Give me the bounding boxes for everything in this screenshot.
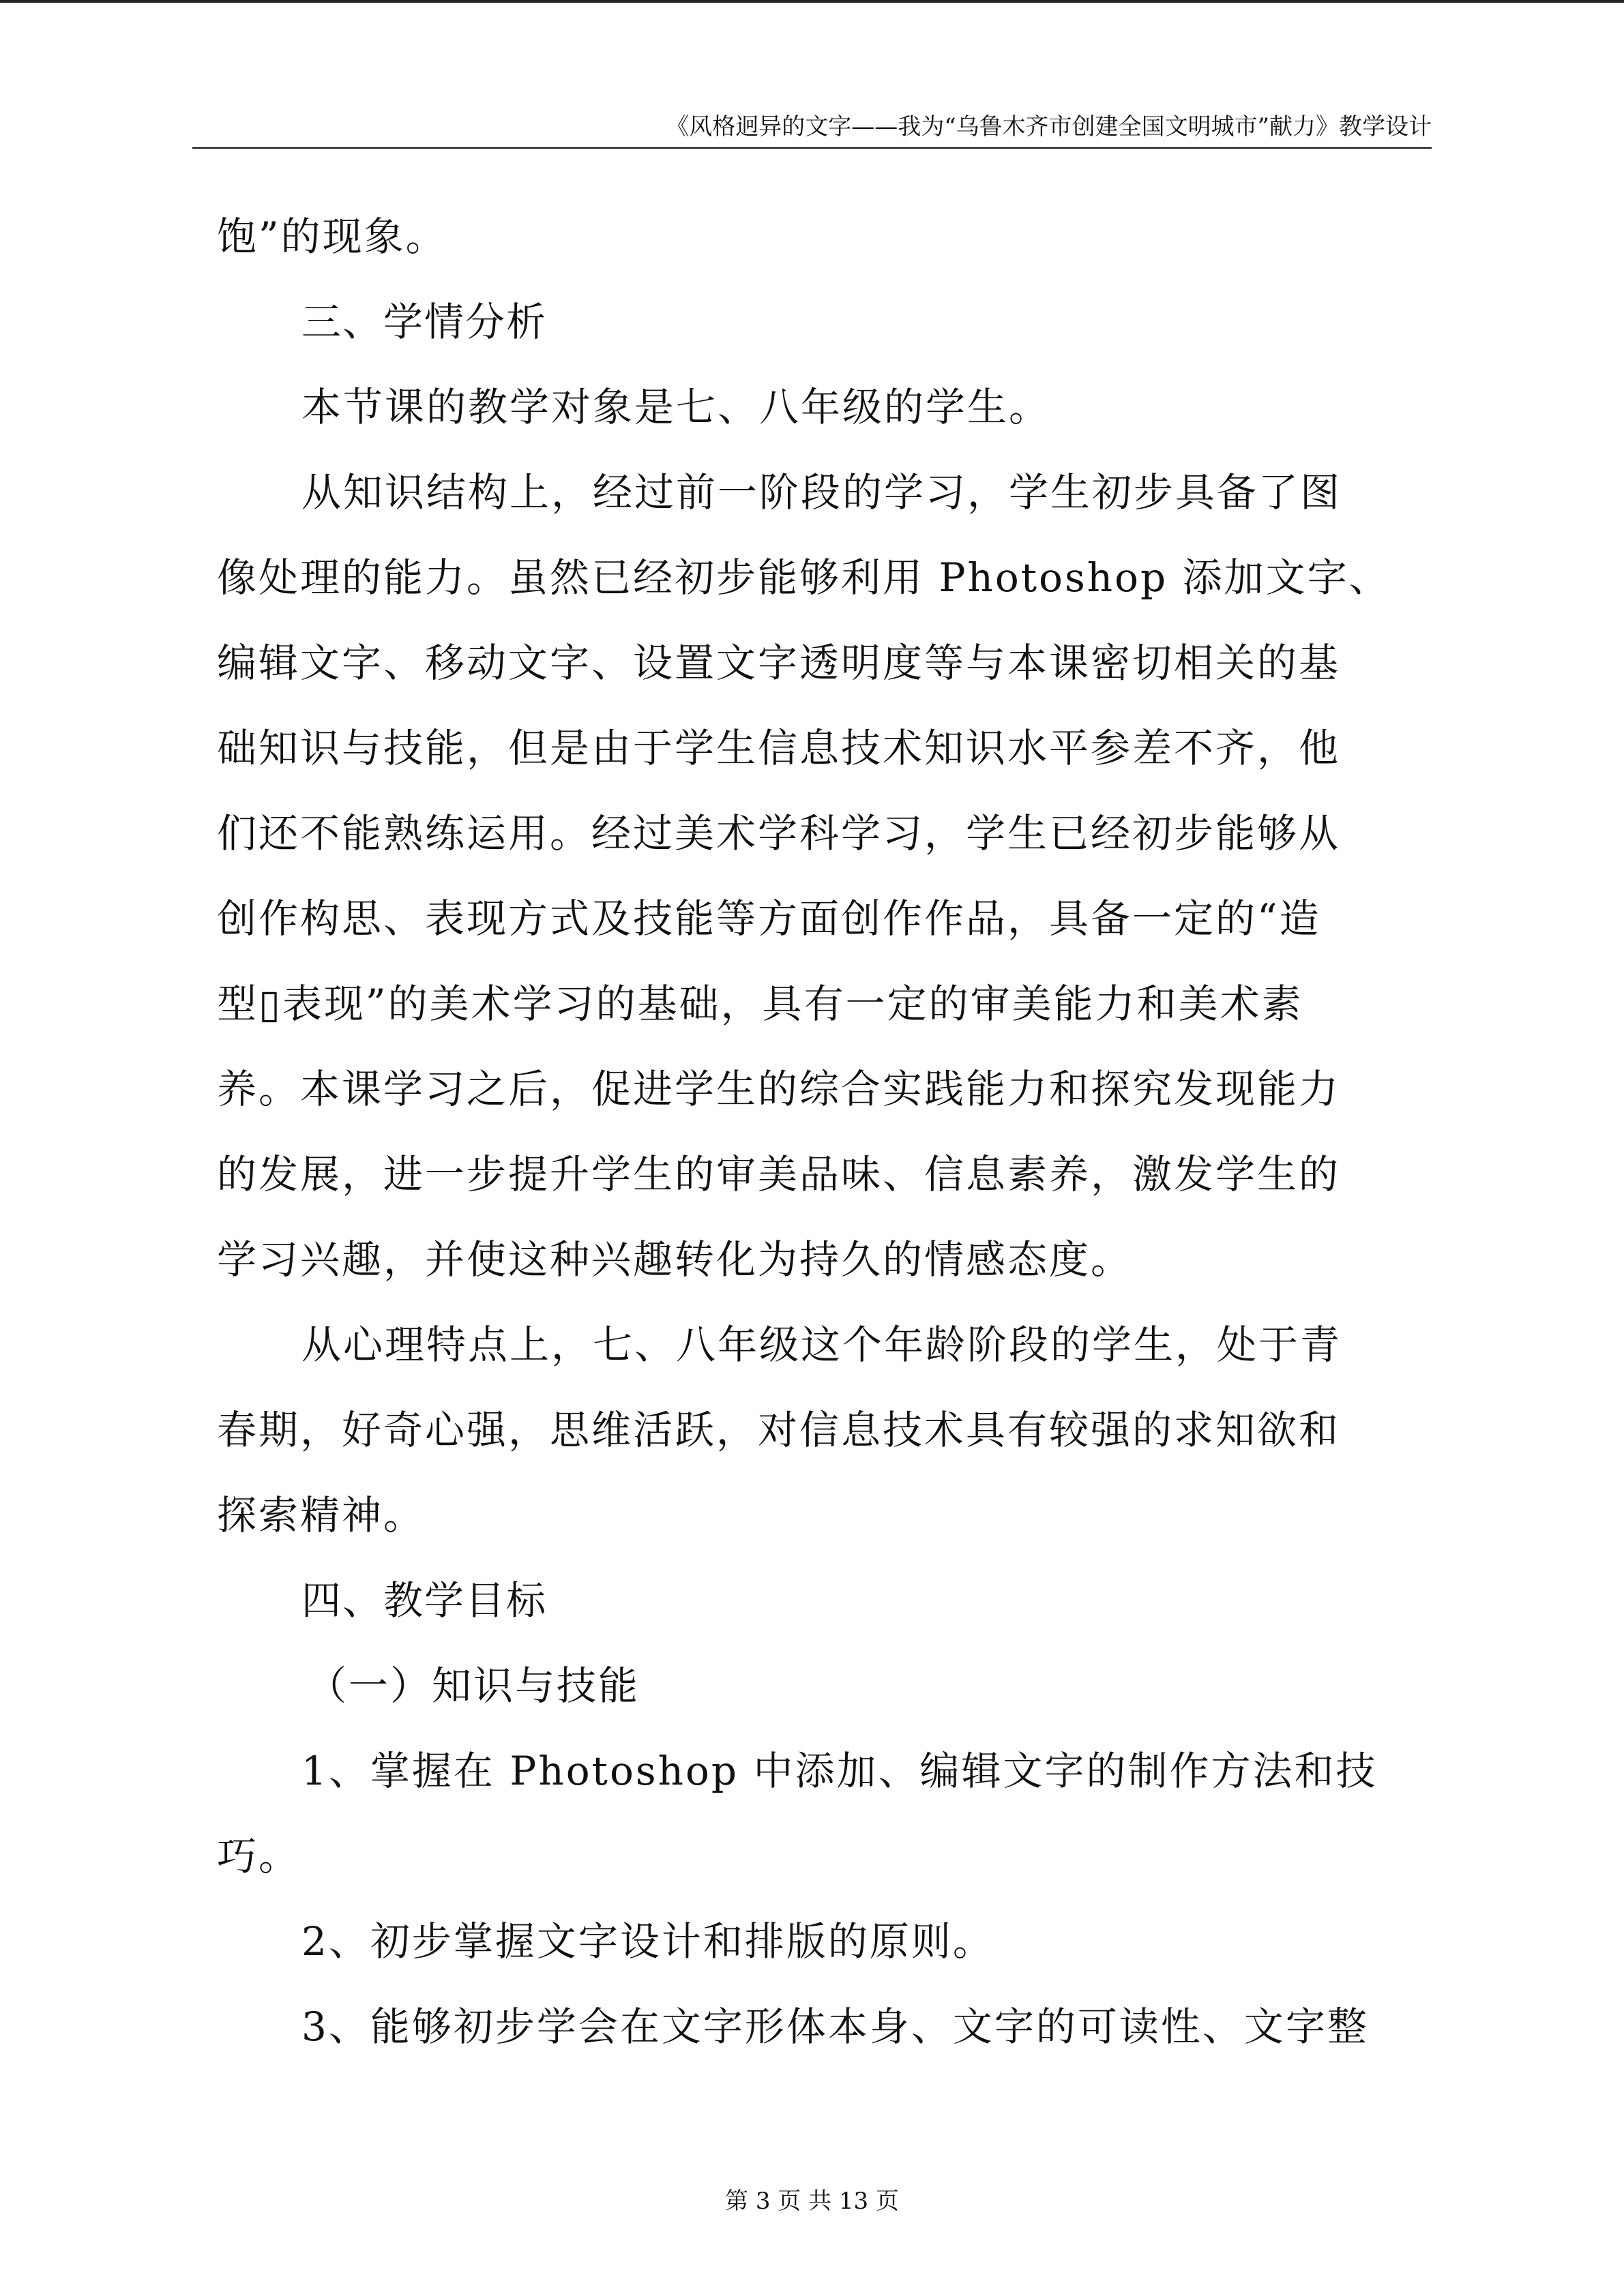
list-item: 2、初步掌握文字设计和排版的原则。 xyxy=(301,1918,994,1965)
running-header: 《风格迥异的文字——我为“乌鲁木齐市创建全国文明城市”献力》教学设计 xyxy=(666,113,1432,140)
paragraph-line: 型▯表现”的美术学习的基础，具有一定的审美能力和美术素 xyxy=(217,981,1303,1027)
paragraph-line: 创作构思、表现方式及技能等方面创作作品，具备一定的“造 xyxy=(217,895,1321,942)
subsection-heading-knowledge-skills: （一）知识与技能 xyxy=(307,1663,640,1709)
paragraph-line: 像处理的能力。虽然已经初步能够利用 Photoshop 添加文字、 xyxy=(217,554,1391,601)
paragraph-line: 养。本课学习之后，促进学生的综合实践能力和探究发现能力 xyxy=(217,1066,1341,1112)
paragraph-line: 本节课的教学对象是七、八年级的学生。 xyxy=(301,384,1051,430)
paragraph-line: 春期，好奇心强，思维活跃，对信息技术具有较强的求知欲和 xyxy=(217,1407,1341,1453)
paragraph-line: 学习兴趣，并使这种兴趣转化为持久的情感态度。 xyxy=(217,1236,1133,1283)
paragraph-line: 探索精神。 xyxy=(217,1492,426,1538)
header-rule xyxy=(192,147,1432,149)
list-item: 3、能够初步学会在文字形体本身、文字的可读性、文字整 xyxy=(301,2003,1369,2050)
list-item: 1、掌握在 Photoshop 中添加、编辑文字的制作方法和技 xyxy=(301,1748,1378,1794)
paragraph-line: 从知识结构上，经过前一阶段的学习，学生初步具备了图 xyxy=(301,469,1342,516)
paragraph-line: 编辑文字、移动文字、设置文字透明度等与本课密切相关的基 xyxy=(217,640,1341,686)
paragraph-line: 饱”的现象。 xyxy=(217,213,447,260)
paragraph-line: 从心理特点上，七、八年级这个年龄阶段的学生，处于青 xyxy=(301,1322,1342,1368)
paragraph-line: 的发展，进一步提升学生的审美品味、信息素养，激发学生的 xyxy=(217,1151,1341,1197)
section-heading-learner-analysis: 三、学情分析 xyxy=(301,299,548,345)
section-heading-teaching-objectives: 四、教学目标 xyxy=(301,1577,548,1624)
top-border xyxy=(0,0,1624,3)
paragraph-line: 巧。 xyxy=(217,1833,301,1879)
page-number: 第 3 页 共 13 页 xyxy=(725,2188,899,2215)
paragraph-line: 础知识与技能，但是由于学生信息技术知识水平参差不齐，他 xyxy=(217,725,1341,771)
paragraph-line: 们还不能熟练运用。经过美术学科学习，学生已经初步能够从 xyxy=(217,810,1341,856)
